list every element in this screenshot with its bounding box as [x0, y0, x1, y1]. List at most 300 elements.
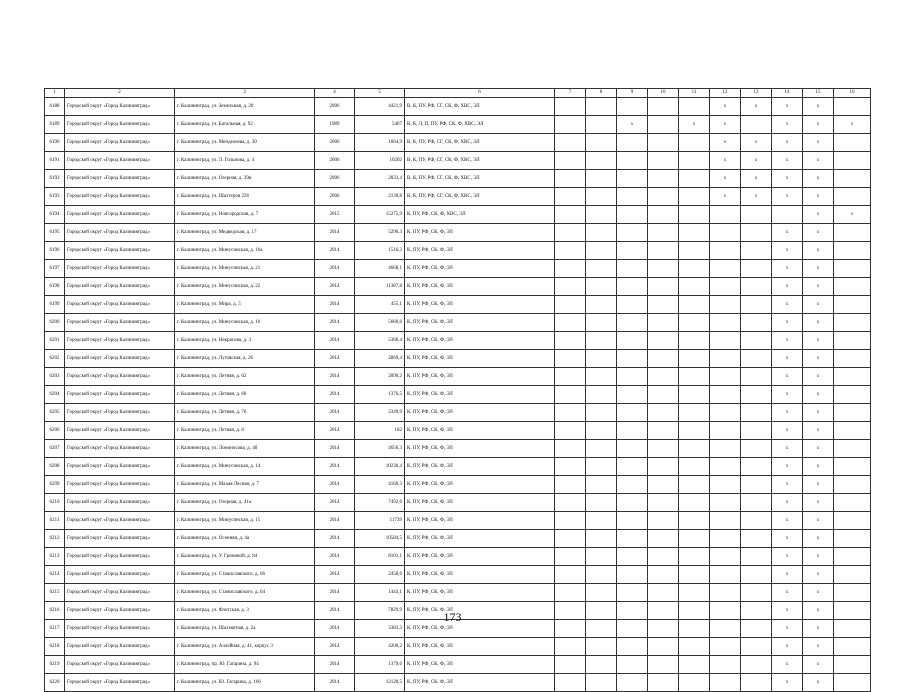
table-row: [45, 494, 871, 512]
mark-cell: x: [772, 476, 803, 494]
row-number: 6190: [45, 134, 65, 152]
mark-cell: [834, 260, 871, 278]
mark-cell: x: [772, 242, 803, 260]
mark-cell: [834, 476, 871, 494]
works-cell: К, ПУ, РФ, СК, Ф, ЭЛ: [405, 368, 555, 386]
address-cell: г. Калининград, ул. Минусинская, д. 16а: [175, 242, 315, 260]
mark-cell: [648, 404, 679, 422]
mark-cell: [710, 440, 741, 458]
owner-cell: Городской округ «Город Калининград»: [65, 422, 175, 440]
mark-cell: [648, 674, 679, 692]
mark-cell: x: [803, 242, 834, 260]
mark-cell: [741, 206, 772, 224]
mark-cell: [648, 170, 679, 188]
owner-cell: Городской округ «Город Калининград»: [65, 674, 175, 692]
mark-cell: [834, 350, 871, 368]
mark-cell: [648, 278, 679, 296]
mark-cell: [710, 242, 741, 260]
address-cell: г. Калининград, ул. Озерная, д. 39в: [175, 170, 315, 188]
mark-cell: [679, 458, 710, 476]
mark-cell: x: [803, 440, 834, 458]
address-cell: г. Калининград, ул. Осенняя, д. 4а: [175, 530, 315, 548]
table-row: [45, 548, 871, 566]
mark-cell: x: [803, 566, 834, 584]
mark-cell: x: [772, 566, 803, 584]
header-row: [45, 89, 871, 98]
mark-cell: [679, 152, 710, 170]
mark-cell: [617, 332, 648, 350]
works-cell: К, ПУ, РФ, СК, Ф, ЭЛ: [405, 566, 555, 584]
mark-cell: [648, 638, 679, 656]
mark-cell: [586, 260, 617, 278]
mark-cell: x: [741, 188, 772, 206]
mark-cell: [617, 188, 648, 206]
owner-cell: Городской округ «Город Калининград»: [65, 278, 175, 296]
mark-cell: x: [772, 620, 803, 638]
row-number: 6204: [45, 386, 65, 404]
mark-cell: [679, 206, 710, 224]
mark-cell: x: [772, 638, 803, 656]
mark-cell: [586, 422, 617, 440]
mark-cell: [679, 134, 710, 152]
row-number: 6198: [45, 278, 65, 296]
mark-cell: x: [803, 584, 834, 602]
row-number: 6219: [45, 656, 65, 674]
year-cell: 2014: [315, 350, 355, 368]
mark-cell: [834, 638, 871, 656]
mark-cell: [555, 206, 586, 224]
year-cell: 2014: [315, 602, 355, 620]
works-cell: В, К, ПУ, РФ, СГ, СК, Ф, ХВС, ЭЛ: [405, 134, 555, 152]
mark-cell: [834, 98, 871, 116]
mark-cell: x: [834, 116, 871, 134]
mark-cell: [648, 530, 679, 548]
mark-cell: [648, 422, 679, 440]
mark-cell: [586, 206, 617, 224]
area-cell: 4200,2: [355, 638, 405, 656]
mark-cell: [679, 98, 710, 116]
mark-cell: [555, 368, 586, 386]
works-cell: К, ПУ, РФ, СК, Ф, ЭЛ: [405, 224, 555, 242]
mark-cell: x: [772, 548, 803, 566]
mark-cell: x: [710, 152, 741, 170]
area-cell: 1664,9: [355, 134, 405, 152]
mark-cell: [679, 404, 710, 422]
mark-cell: x: [772, 386, 803, 404]
mark-cell: x: [803, 476, 834, 494]
area-cell: 1379,6: [355, 656, 405, 674]
mark-cell: x: [741, 134, 772, 152]
mark-cell: [741, 314, 772, 332]
mark-cell: x: [803, 404, 834, 422]
page-number: 173: [443, 610, 462, 624]
address-cell: г. Калининград, ул. Земельная, д. 20: [175, 98, 315, 116]
mark-cell: x: [772, 278, 803, 296]
mark-cell: [555, 332, 586, 350]
works-cell: В, К, ПУ, РФ, СГ, СК, Ф, ХВС, ЭЛ: [405, 152, 555, 170]
row-number: 6196: [45, 242, 65, 260]
header-cell: 4: [315, 89, 355, 98]
mark-cell: [679, 548, 710, 566]
address-cell: г. Калининград, ул. Флотская, д. 3: [175, 602, 315, 620]
row-number: 6213: [45, 548, 65, 566]
mark-cell: x: [803, 224, 834, 242]
year-cell: 2014: [315, 440, 355, 458]
owner-cell: Городской округ «Город Калининград»: [65, 116, 175, 134]
mark-cell: [617, 98, 648, 116]
row-number: 6203: [45, 368, 65, 386]
mark-cell: [617, 242, 648, 260]
mark-cell: x: [772, 188, 803, 206]
table-body: [45, 89, 871, 692]
mark-cell: [710, 224, 741, 242]
mark-cell: x: [772, 512, 803, 530]
mark-cell: x: [741, 170, 772, 188]
row-number: 6215: [45, 584, 65, 602]
mark-cell: [834, 188, 871, 206]
mark-cell: x: [803, 170, 834, 188]
works-cell: В, К, Л, П, ПУ, РФ, СК, Ф, ХВС, ЭЛ: [405, 116, 555, 134]
mark-cell: [679, 260, 710, 278]
mark-cell: [555, 584, 586, 602]
works-cell: К, ПУ, РФ, СК, Ф, ЭЛ: [405, 440, 555, 458]
mark-cell: [741, 278, 772, 296]
works-cell: К, ПУ, РФ, СК, Ф, ЭЛ: [405, 386, 555, 404]
mark-cell: [648, 458, 679, 476]
table-row: [45, 674, 871, 692]
mark-cell: [710, 674, 741, 692]
mark-cell: [586, 674, 617, 692]
mark-cell: [555, 674, 586, 692]
header-cell: 1: [45, 89, 65, 98]
mark-cell: x: [803, 116, 834, 134]
mark-cell: [834, 458, 871, 476]
mark-cell: [679, 422, 710, 440]
year-cell: 2014: [315, 674, 355, 692]
mark-cell: x: [803, 206, 834, 224]
mark-cell: [586, 656, 617, 674]
owner-cell: Городской округ «Город Калининград»: [65, 602, 175, 620]
mark-cell: [679, 188, 710, 206]
works-cell: К, ПУ, РФ, СК, Ф, ЭЛ: [405, 404, 555, 422]
mark-cell: [555, 188, 586, 206]
table-row: [45, 206, 871, 224]
mark-cell: [555, 476, 586, 494]
year-cell: 2006: [315, 152, 355, 170]
works-cell: К, ПУ, РФ, СК, Ф, ЭЛ: [405, 530, 555, 548]
mark-cell: x: [803, 422, 834, 440]
mark-cell: [648, 224, 679, 242]
row-number: 6202: [45, 350, 65, 368]
header-cell: 11: [679, 89, 710, 98]
mark-cell: [679, 440, 710, 458]
owner-cell: Городской округ «Город Калининград»: [65, 350, 175, 368]
row-number: 6210: [45, 494, 65, 512]
mark-cell: [710, 476, 741, 494]
row-number: 6216: [45, 602, 65, 620]
table-row: [45, 98, 871, 116]
mark-cell: [741, 332, 772, 350]
mark-cell: x: [772, 584, 803, 602]
row-number: 6220: [45, 674, 65, 692]
area-cell: 2349,9: [355, 404, 405, 422]
mark-cell: [741, 116, 772, 134]
mark-cell: [648, 332, 679, 350]
owner-cell: Городской округ «Город Калининград»: [65, 332, 175, 350]
works-cell: К, ПУ, РФ, СК, Ф, ЭЛ: [405, 638, 555, 656]
table-row: [45, 584, 871, 602]
area-cell: 182: [355, 422, 405, 440]
mark-cell: [586, 638, 617, 656]
mark-cell: [772, 206, 803, 224]
works-cell: В, К, ПУ, РФ, СГ, СК, Ф, ХВС, ЭЛ: [405, 170, 555, 188]
mark-cell: [710, 566, 741, 584]
mark-cell: x: [772, 674, 803, 692]
mark-cell: [648, 314, 679, 332]
mark-cell: [555, 566, 586, 584]
address-cell: г. Калининград, ул. Шахматная, д. 2а: [175, 620, 315, 638]
header-cell: 9: [617, 89, 648, 98]
mark-cell: [648, 440, 679, 458]
area-cell: 2458,6: [355, 566, 405, 584]
address-cell: г. Калининград, пр. Ю. Гагарина, д. 94: [175, 656, 315, 674]
year-cell: 2014: [315, 242, 355, 260]
mark-cell: [648, 242, 679, 260]
mark-cell: [617, 530, 648, 548]
mark-cell: [710, 368, 741, 386]
address-cell: г. Калининград, ул. Летняя, д. 76: [175, 404, 315, 422]
year-cell: 2006: [315, 170, 355, 188]
mark-cell: [741, 638, 772, 656]
works-cell: В, К, ПУ, РФ, СГ, СК, Ф, ХВС, ЭЛ: [405, 188, 555, 206]
address-cell: г. Калининград, ул. Аллейная, д. 41, корпус 3: [175, 638, 315, 656]
owner-cell: Городской округ «Город Калининград»: [65, 296, 175, 314]
works-cell: К, ПУ, РФ, СК, Ф, ЭЛ: [405, 350, 555, 368]
mark-cell: [679, 494, 710, 512]
area-cell: 455,1: [355, 296, 405, 314]
area-cell: 4160,3: [355, 476, 405, 494]
owner-cell: Городской округ «Город Калининград»: [65, 170, 175, 188]
mark-cell: [617, 566, 648, 584]
mark-cell: [586, 548, 617, 566]
year-cell: 2014: [315, 494, 355, 512]
mark-cell: [710, 584, 741, 602]
mark-cell: [648, 386, 679, 404]
mark-cell: [586, 314, 617, 332]
table-row: [45, 386, 871, 404]
works-cell: К, ПУ, РФ, СК, Ф, ЭЛ: [405, 260, 555, 278]
table-row: [45, 152, 871, 170]
mark-cell: x: [741, 152, 772, 170]
mark-cell: [555, 638, 586, 656]
works-cell: К, ПУ, РФ, СК, Ф, ЭЛ: [405, 674, 555, 692]
mark-cell: [586, 368, 617, 386]
mark-cell: [617, 170, 648, 188]
mark-cell: x: [772, 458, 803, 476]
address-cell: г. Калининград, ул. Батальная, д. 92: [175, 116, 315, 134]
owner-cell: Городской округ «Город Калининград»: [65, 206, 175, 224]
row-number: 6193: [45, 188, 65, 206]
mark-cell: x: [803, 674, 834, 692]
year-cell: 2014: [315, 530, 355, 548]
mark-cell: [741, 512, 772, 530]
address-cell: г. Калининград, ул. Минусинская, д. 14: [175, 458, 315, 476]
table-row: [45, 422, 871, 440]
mark-cell: [648, 350, 679, 368]
mark-cell: [617, 260, 648, 278]
mark-cell: x: [772, 332, 803, 350]
table-row: [45, 188, 871, 206]
mark-cell: x: [772, 260, 803, 278]
mark-cell: [586, 458, 617, 476]
mark-cell: [648, 368, 679, 386]
mark-cell: x: [803, 458, 834, 476]
mark-cell: [741, 548, 772, 566]
mark-cell: [741, 476, 772, 494]
address-cell: г. Калининград, ул. Шахтеров 22б: [175, 188, 315, 206]
area-cell: 11387,8: [355, 278, 405, 296]
mark-cell: [586, 440, 617, 458]
row-number: 6212: [45, 530, 65, 548]
works-cell: К, ПУ, РФ, СК, Ф, ЭЛ: [405, 476, 555, 494]
table-row: [45, 404, 871, 422]
mark-cell: [741, 404, 772, 422]
mark-cell: [586, 584, 617, 602]
mark-cell: [679, 332, 710, 350]
mark-cell: x: [772, 350, 803, 368]
mark-cell: [741, 296, 772, 314]
mark-cell: [710, 422, 741, 440]
mark-cell: [586, 404, 617, 422]
mark-cell: [555, 278, 586, 296]
area-cell: 5467: [355, 116, 405, 134]
header-cell: 2: [65, 89, 175, 98]
mark-cell: [741, 674, 772, 692]
row-number: 6201: [45, 332, 65, 350]
row-number: 6195: [45, 224, 65, 242]
table-row: [45, 332, 871, 350]
mark-cell: x: [803, 332, 834, 350]
mark-cell: [834, 494, 871, 512]
mark-cell: [617, 458, 648, 476]
table-row: [45, 440, 871, 458]
mark-cell: [586, 386, 617, 404]
area-cell: 4668,1: [355, 260, 405, 278]
mark-cell: [648, 494, 679, 512]
mark-cell: [555, 152, 586, 170]
mark-cell: [834, 368, 871, 386]
row-number: 6207: [45, 440, 65, 458]
mark-cell: [648, 548, 679, 566]
area-cell: 12128,5: [355, 674, 405, 692]
address-cell: г. Калининград, ул. Ю. Гагарина, д. 166: [175, 674, 315, 692]
mark-cell: [648, 206, 679, 224]
mark-cell: [710, 278, 741, 296]
owner-cell: Городской округ «Город Калининград»: [65, 494, 175, 512]
table-row: [45, 476, 871, 494]
header-cell: 16: [834, 89, 871, 98]
mark-cell: [555, 350, 586, 368]
area-cell: 4421,9: [355, 98, 405, 116]
mark-cell: [679, 476, 710, 494]
year-cell: 2014: [315, 278, 355, 296]
mark-cell: [617, 512, 648, 530]
mark-cell: [586, 134, 617, 152]
mark-cell: [586, 152, 617, 170]
address-cell: г. Калининград, ул. Станиславского, д. 64: [175, 584, 315, 602]
area-cell: 2833,4: [355, 170, 405, 188]
mark-cell: x: [803, 512, 834, 530]
mark-cell: [555, 170, 586, 188]
mark-cell: [586, 296, 617, 314]
mark-cell: x: [803, 296, 834, 314]
mark-cell: x: [772, 170, 803, 188]
area-cell: 2890,2: [355, 368, 405, 386]
mark-cell: [679, 350, 710, 368]
mark-cell: [710, 332, 741, 350]
mark-cell: [586, 224, 617, 242]
table-row: [45, 170, 871, 188]
mark-cell: [679, 368, 710, 386]
mark-cell: [679, 170, 710, 188]
header-cell: 3: [175, 89, 315, 98]
year-cell: 2014: [315, 404, 355, 422]
mark-cell: [679, 674, 710, 692]
mark-cell: x: [772, 296, 803, 314]
mark-cell: [648, 116, 679, 134]
works-cell: К, ПУ, РФ, СК, Ф, ЭЛ: [405, 656, 555, 674]
mark-cell: [834, 134, 871, 152]
year-cell: 2014: [315, 224, 355, 242]
mark-cell: x: [803, 278, 834, 296]
table-row: [45, 296, 871, 314]
works-cell: К, ПУ, РФ, СК, Ф, ЭЛ: [405, 512, 555, 530]
mark-cell: [555, 260, 586, 278]
mark-cell: [617, 584, 648, 602]
works-cell: К, ПУ, РФ, СК, Ф, ЭЛ: [405, 458, 555, 476]
mark-cell: [586, 530, 617, 548]
year-cell: 2014: [315, 314, 355, 332]
row-number: 6217: [45, 620, 65, 638]
works-cell: К, ПУ, РФ, СК, Ф, ЭЛ: [405, 602, 555, 620]
year-cell: 2014: [315, 386, 355, 404]
mark-cell: x: [803, 638, 834, 656]
works-cell: К, ПУ, РФ, СК, Ф, ЭЛ: [405, 620, 555, 638]
mark-cell: [710, 656, 741, 674]
mark-cell: [834, 224, 871, 242]
mark-cell: [679, 242, 710, 260]
owner-cell: Городской округ «Город Калининград»: [65, 476, 175, 494]
area-cell: 4656,3: [355, 440, 405, 458]
mark-cell: [834, 296, 871, 314]
area-cell: 10202: [355, 152, 405, 170]
area-cell: 1443,1: [355, 584, 405, 602]
year-cell: 2006: [315, 98, 355, 116]
area-cell: 1376,5: [355, 386, 405, 404]
year-cell: 2014: [315, 548, 355, 566]
address-cell: г. Калининград, ул. Станиславского, д. 66: [175, 566, 315, 584]
table-row: [45, 530, 871, 548]
works-cell: К, ПУ, РФ, СК, Ф, ЭЛ: [405, 494, 555, 512]
mark-cell: x: [834, 206, 871, 224]
row-number: 6205: [45, 404, 65, 422]
mark-cell: [617, 368, 648, 386]
owner-cell: Городской округ «Город Калининград»: [65, 530, 175, 548]
mark-cell: [586, 242, 617, 260]
mark-cell: x: [772, 116, 803, 134]
mark-cell: [586, 350, 617, 368]
works-cell: К, ПУ, РФ, СК, Ф, ХВС, ЭЛ: [405, 206, 555, 224]
